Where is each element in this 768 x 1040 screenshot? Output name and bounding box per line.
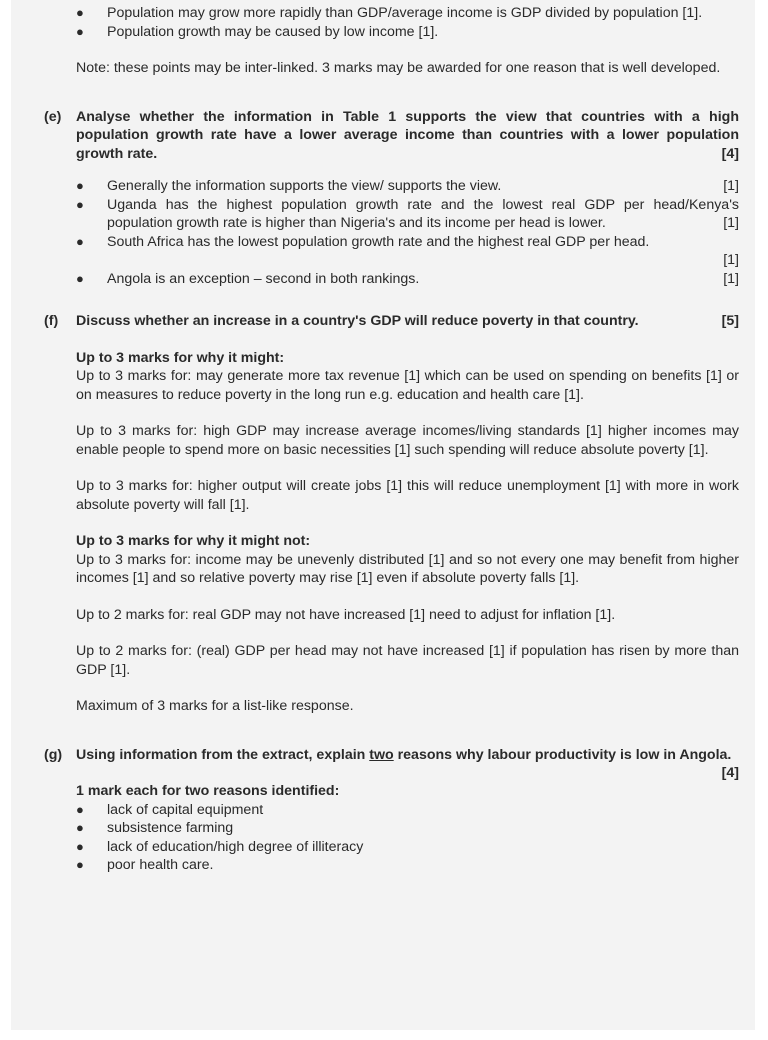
- might-not-point-1: Up to 3 marks for: income may be unevenly distributed [1] and so not every one may benefit from higher incomes [1] and so relative poverty may rise [1] even if absolute poverty falls [1].: [76, 551, 739, 586]
- reasons-list: [11, 801, 755, 875]
- list-item: ● [1] Angola is an exception – second in both rankings.: [76, 270, 739, 287]
- list-item: ● Population growth may be caused by low income [1].: [76, 23, 439, 40]
- question-e-label: (e): [44, 108, 62, 125]
- bullet-icon: ●: [76, 5, 84, 20]
- list-item: ● [1] Generally the information supports the view/ supports the view.: [76, 178, 739, 194]
- mark-scheme-page: [11, 0, 755, 1030]
- might-not-point-2: Up to 2 marks for: real GDP may not have increased [1] need to adjust for inflation [1].: [76, 606, 616, 623]
- bullet-icon: ●: [76, 801, 84, 817]
- question-g-marks: [4]: [721, 765, 739, 781]
- list-item: ● lack of capital equipment: [76, 801, 264, 818]
- bullet-icon: ●: [76, 838, 84, 854]
- bullet-icon: ●: [76, 196, 84, 212]
- maximum-note: Maximum of 3 marks for a list-like response.: [76, 698, 354, 714]
- reasons-heading: 1 mark each for two reasons identified:: [76, 783, 340, 799]
- might-point-1: Up to 3 marks for: may generate more tax revenue [1] which can be used on spending on benefits [1] or on measures to reduce poverty in the long run e.g. education and health care [1].: [76, 368, 739, 403]
- question-f: [11, 312, 755, 331]
- list-item: ● South Africa has the lowest population growth rate and the highest real GDP per head. [1]: [76, 233, 739, 268]
- question-f-label: (f): [44, 313, 59, 329]
- bullet-icon: ●: [76, 270, 84, 286]
- question-e-marks: [4]: [721, 145, 739, 162]
- bullet-icon: ●: [76, 857, 84, 872]
- question-g-text: Using information from the extract, explain two reasons why labour productivity is low in Angola. [4]: [76, 746, 739, 781]
- top-note: Note: these points may be inter-linked. 3 marks may be awarded for one reason that is well developed.: [76, 60, 721, 76]
- might-not-point-3: Up to 2 marks for: (real) GDP per head may not have increased [1] if population has risen by more than GDP [1].: [76, 643, 739, 678]
- bullet-icon: ●: [76, 820, 84, 835]
- might-point-3: Up to 3 marks for: higher output will create jobs [1] this will reduce unemployment [1] with more in work absolute poverty will fall [1].: [76, 478, 739, 513]
- question-e-points: [11, 177, 755, 288]
- might-point-2: Up to 3 marks for: high GDP may increase average incomes/living standards [1] higher incomes may enable people to spend more on basic necessities [1] such spending will reduce absolute poverty [1].: [76, 423, 739, 458]
- list-item: ● Uganda has the highest population growth rate and the lowest real GDP per head/Kenya's population growth rate is higher than Nigeria's and its income per head is lower. [1]: [76, 196, 739, 231]
- list-item: ● subsistence farming: [76, 820, 234, 836]
- question-g: [11, 746, 755, 781]
- question-e: [11, 108, 755, 164]
- page-content: [11, 4, 755, 875]
- question-e-text: Analyse whether the information in Table 1 supports the view that countries with a high population growth rate have a lower average income than countries with a lower population growth rate. [4]: [76, 108, 739, 162]
- question-f-marks: [5]: [721, 313, 739, 329]
- bullet-icon: ●: [76, 23, 84, 39]
- might-not-heading: Up to 3 marks for why it might not:: [76, 533, 311, 549]
- top-bullet-list: [11, 4, 755, 41]
- list-item: ● lack of education/high degree of illiteracy: [76, 838, 364, 855]
- list-item: ● Population may grow more rapidly than GDP/average income is GDP divided by population [1].: [76, 5, 703, 21]
- might-heading: Up to 3 marks for why it might:: [76, 349, 285, 366]
- bullet-icon: ●: [76, 178, 84, 193]
- question-f-text: Discuss whether an increase in a country's GDP will reduce poverty in that country. [5]: [76, 313, 739, 329]
- bullet-icon: ●: [76, 233, 84, 249]
- list-item: ● poor health care.: [76, 857, 214, 873]
- question-g-label: (g): [44, 746, 63, 763]
